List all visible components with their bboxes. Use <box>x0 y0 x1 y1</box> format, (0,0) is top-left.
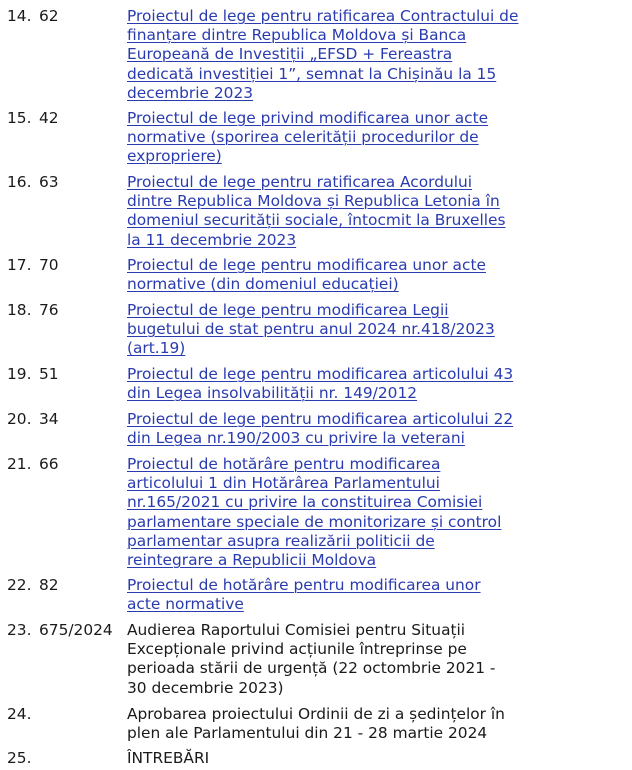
item-reference: 42 <box>39 109 59 127</box>
title-line: Proiectul de lege privind modificarea unor acte <box>127 109 489 127</box>
title-line: din Legea nr.190/2003 cu privire la veterani <box>127 429 465 448</box>
title-line: decembrie 2023 <box>127 83 254 102</box>
title-line: bugetului de stat pentru anul 2024 nr.418/2023 <box>127 320 495 339</box>
item-title <box>127 749 547 768</box>
item-number: 20. <box>7 410 32 428</box>
title-line: Europeană de Investiții „EFSD + Fereastra <box>127 45 453 64</box>
title-line: Proiectul de lege pentru ratificarea Contractului de <box>127 7 519 25</box>
title-line: Proiectul de lege pentru ratificarea Acordului <box>127 173 473 191</box>
item-title-link[interactable] <box>127 410 547 448</box>
item-reference: 70 <box>39 256 59 274</box>
item-number: 23. <box>7 621 32 639</box>
item-number: 24. <box>7 705 32 723</box>
title-line: acte normative <box>127 595 244 614</box>
title-line: 30 decembrie 2023) <box>127 678 284 697</box>
title-line: normative (din domeniul educației) <box>127 275 399 294</box>
title-line: Proiectul de lege pentru modificarea unor acte <box>127 256 486 274</box>
title-line: expropriere) <box>127 147 222 166</box>
title-line: nr.165/2021 cu privire la constituirea Comisiei <box>127 493 483 512</box>
title-line: Proiectul de hotărâre pentru modificarea unor <box>127 576 481 594</box>
item-number: 15. <box>7 109 32 127</box>
item-reference: 675/2024 <box>39 621 113 639</box>
item-title-link[interactable] <box>127 7 547 103</box>
title-line: reintegrare a Republicii Moldova <box>127 551 377 570</box>
item-title-link[interactable] <box>127 109 547 167</box>
item-number: 14. <box>7 7 32 25</box>
item-number: 17. <box>7 256 32 274</box>
title-line: finanțare dintre Republica Moldova și Banca <box>127 26 467 45</box>
title-line: Proiectul de lege pentru modificarea articolului 43 <box>127 365 514 383</box>
title-line: Proiectul de lege pentru modificarea articolului 22 <box>127 410 514 428</box>
item-reference: 34 <box>39 410 59 428</box>
item-title <box>127 705 547 743</box>
item-title-link[interactable] <box>127 365 547 403</box>
title-line: parlamentar asupra realizării politicii de <box>127 531 435 550</box>
item-reference: 63 <box>39 173 59 191</box>
title-line: articolului 1 din Hotărârea Parlamentului <box>127 474 440 493</box>
title-line: Proiectul de lege pentru modificarea Legii <box>127 301 449 319</box>
item-title-link[interactable] <box>127 301 547 359</box>
title-line: dintre Republica Moldova și Republica Letonia în <box>127 192 500 211</box>
item-number: 19. <box>7 365 32 383</box>
title-line: ÎNTREBĂRI <box>127 749 210 767</box>
item-reference: 66 <box>39 455 59 473</box>
item-title-link[interactable] <box>127 455 547 570</box>
item-title-link[interactable] <box>127 576 547 614</box>
title-line: din Legea insolvabilității nr. 149/2012 <box>127 384 418 403</box>
title-line: Audierea Raportului Comisiei pentru Situații <box>127 621 466 639</box>
title-line: dedicată investiției 1”, semnat la Chișinău la 15 <box>127 64 497 83</box>
title-line: la 11 decembrie 2023 <box>127 230 297 249</box>
title-line: parlamentare speciale de monitorizare și control <box>127 512 502 531</box>
item-title-link[interactable] <box>127 256 547 294</box>
item-number: 21. <box>7 455 32 473</box>
title-line: (art.19) <box>127 339 186 358</box>
item-number: 22. <box>7 576 32 594</box>
item-number: 18. <box>7 301 32 319</box>
title-line: Proiectul de hotărâre pentru modificarea <box>127 455 441 473</box>
title-line: perioada stării de urgență (22 octombrie 2021 - <box>127 659 496 678</box>
item-number: 16. <box>7 173 32 191</box>
item-reference: 62 <box>39 7 59 25</box>
item-reference: 76 <box>39 301 59 319</box>
title-line: plen ale Parlamentului din 21 - 28 martie 2024 <box>127 724 488 743</box>
title-line: domeniul securității sociale, întocmit la Bruxelles <box>127 211 506 230</box>
title-line: Aprobarea proiectului Ordinii de zi a ședințelor în <box>127 705 505 723</box>
item-title-link[interactable] <box>127 173 547 250</box>
item-reference: 51 <box>39 365 59 383</box>
title-line: normative (sporirea celerității procedurilor de <box>127 128 479 147</box>
title-line: Excepționale privind acțiunile întreprinse pe <box>127 640 467 659</box>
item-title <box>127 621 547 698</box>
item-reference: 82 <box>39 576 59 594</box>
item-number: 25. <box>7 749 32 767</box>
